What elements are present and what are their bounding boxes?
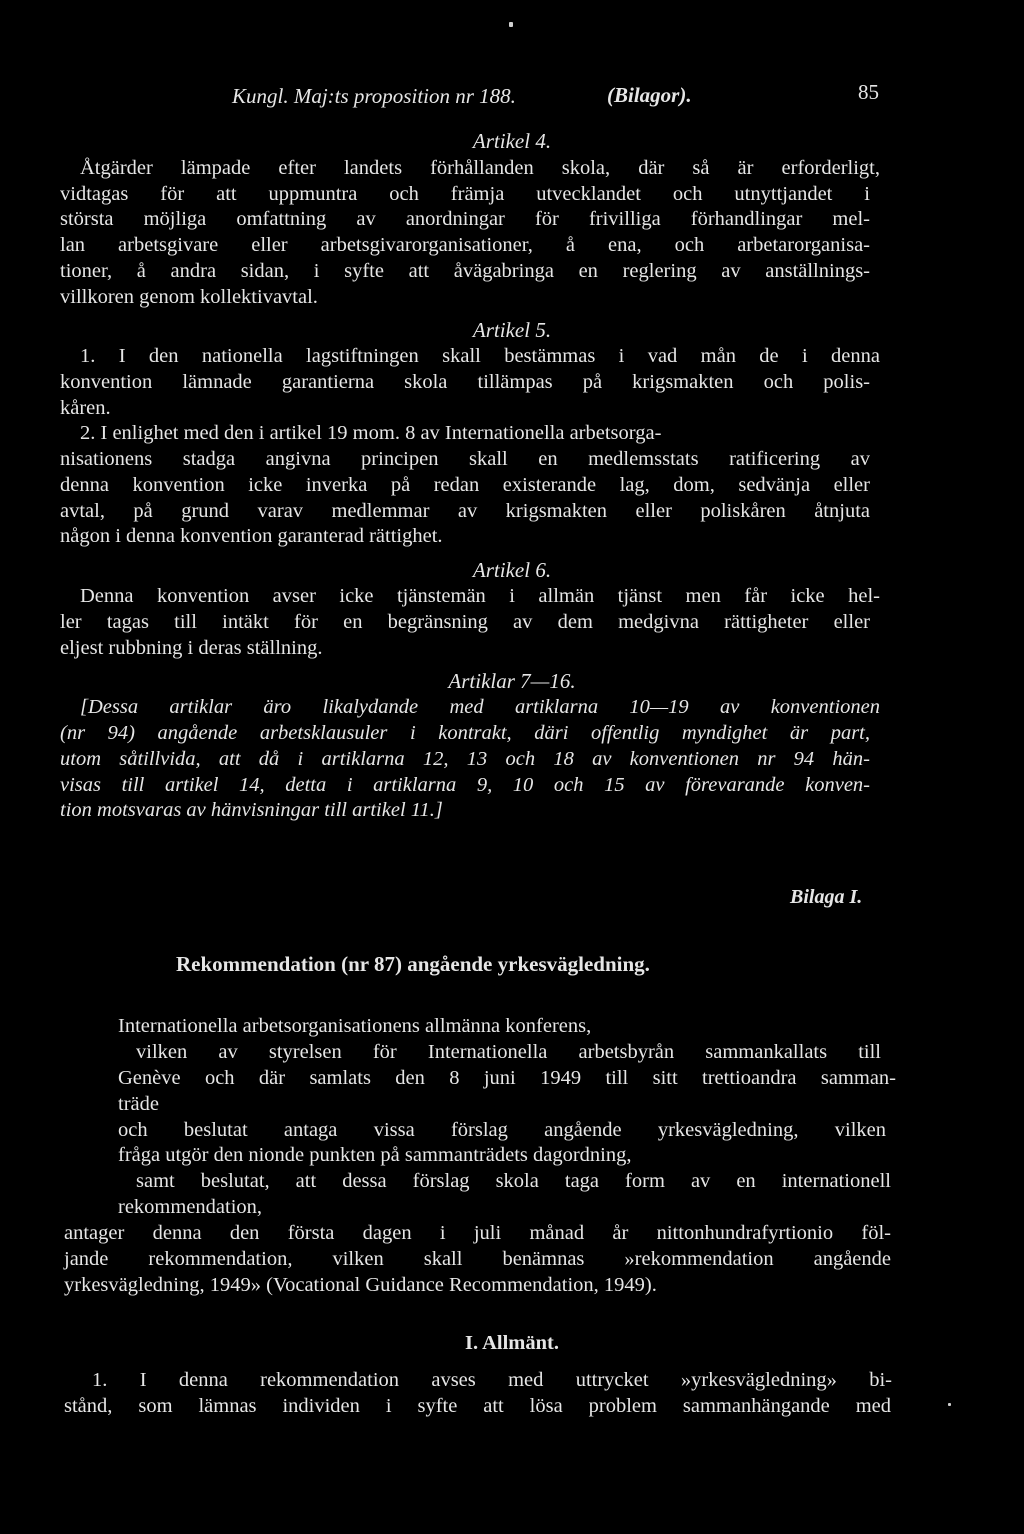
text-line: lan arbetsgivare eller arbetsgivarorganisationer, å ena, och arbetarorganisa- (60, 234, 870, 256)
heading-artikel-4: Artikel 4. (472, 129, 552, 153)
text-line: villkoren genom kollektivavtal. (60, 286, 318, 308)
text-line: avtal, på grund varav medlemmar av krigsmakten eller poliskåren åtnjuta (60, 500, 870, 522)
text-line: stånd, som lämnas individen i syfte att lösa problem sammanhängande med (64, 1395, 891, 1417)
text-line: utom såtillvida, att då i artiklarna 12, 13 och 18 av konventionen nr 94 hän- (60, 748, 870, 770)
text-line: Åtgärder lämpade efter landets förhållanden skola, där så är erforderligt, (80, 157, 880, 179)
text-line: vidtagas för att uppmuntra och främja utvecklandet och utnyttjandet i (60, 183, 870, 205)
text-line: största möjliga omfattning av anordningar för frivilliga förhandlingar mel- (60, 208, 870, 230)
bilaga-label: Bilaga I. (790, 886, 863, 908)
text-line: (nr 94) angående arbetsklausuler i kontrakt, däri offentlig myndighet är part, (60, 722, 870, 744)
text-line: antager denna den första dagen i juli månad år nittonhundrafyrtionio föl- (64, 1222, 891, 1244)
scan-speck (509, 22, 513, 27)
text-line: Internationella arbetsorganisationens allmänna konferens, (118, 1015, 592, 1037)
text-line: tion motsvaras av hänvisningar till artikel 11.] (60, 799, 443, 821)
page-number: 85 (858, 80, 879, 104)
heading-artiklar-7-16: Artiklar 7—16. (448, 669, 576, 693)
text-line: eljest rubbning i deras ställning. (60, 637, 323, 659)
text-line: 1. I den nationella lagstiftningen skall bestämmas i vad mån de i denna (80, 345, 880, 367)
text-line: vilken av styrelsen för Internationella arbetsbyrån sammankallats till (136, 1041, 881, 1063)
text-line: jande rekommendation, vilken skall benämnas »rekommendation angående (64, 1248, 891, 1270)
bilagor-label: (Bilagor). (607, 83, 692, 107)
text-line: och beslutat antaga vissa förslag angående yrkesvägledning, vilken (118, 1119, 886, 1141)
text-line: Denna konvention avser icke tjänstemän i allmän tjänst men får icke hel- (80, 585, 880, 607)
text-line: tioner, å andra sidan, i syfte att åvägabringa en reglering av anställnings- (60, 260, 870, 282)
text-line: rekommendation, (118, 1196, 263, 1218)
text-line: 2. I enlighet med den i artikel 19 mom. 8 av Internationella arbetsorga- (80, 422, 662, 444)
text-line: [Dessa artiklar äro likalydande med artiklarna 10—19 av konventionen (80, 696, 880, 718)
text-line: yrkesvägledning, 1949» (Vocational Guidance Recommendation, 1949). (64, 1274, 657, 1296)
text-line: denna konvention icke inverka på redan existerande lag, dom, sedvänja eller (60, 474, 870, 496)
heading-artikel-5: Artikel 5. (472, 318, 552, 342)
text-line: nisationens stadga angivna principen skall en medlemsstats ratificering av (60, 448, 870, 470)
text-line: fråga utgör den nionde punkten på sammanträdets dagordning, (118, 1144, 632, 1166)
text-line: konvention lämnade garantierna skola tillämpas på krigsmakten och polis- (60, 371, 870, 393)
text-line: ler tagas till intäkt för en begränsning av dem medgivna rättigheter eller (60, 611, 870, 633)
text-line: kåren. (60, 397, 111, 419)
text-line: Genève och där samlats den 8 juni 1949 till sitt trettioandra samman- (118, 1067, 896, 1089)
heading-artikel-6: Artikel 6. (472, 558, 552, 582)
text-line: någon i denna konvention garanterad rättighet. (60, 525, 443, 547)
text-line: samt beslutat, att dessa förslag skola taga form av en internationell (136, 1170, 891, 1192)
section-heading-allmant: I. Allmänt. (465, 1332, 559, 1354)
scan-speck (948, 1403, 951, 1406)
running-title: Kungl. Maj:ts proposition nr 188. (232, 84, 516, 108)
text-line: träde (118, 1093, 159, 1115)
text-line: 1. I denna rekommendation avses med uttrycket »yrkesvägledning» bi- (92, 1369, 892, 1391)
text-line: visas till artikel 14, detta i artiklarna 9, 10 och 15 av förevarande konven- (60, 774, 870, 796)
recommendation-title: Rekommendation (nr 87) angående yrkesvägledning. (176, 952, 650, 976)
